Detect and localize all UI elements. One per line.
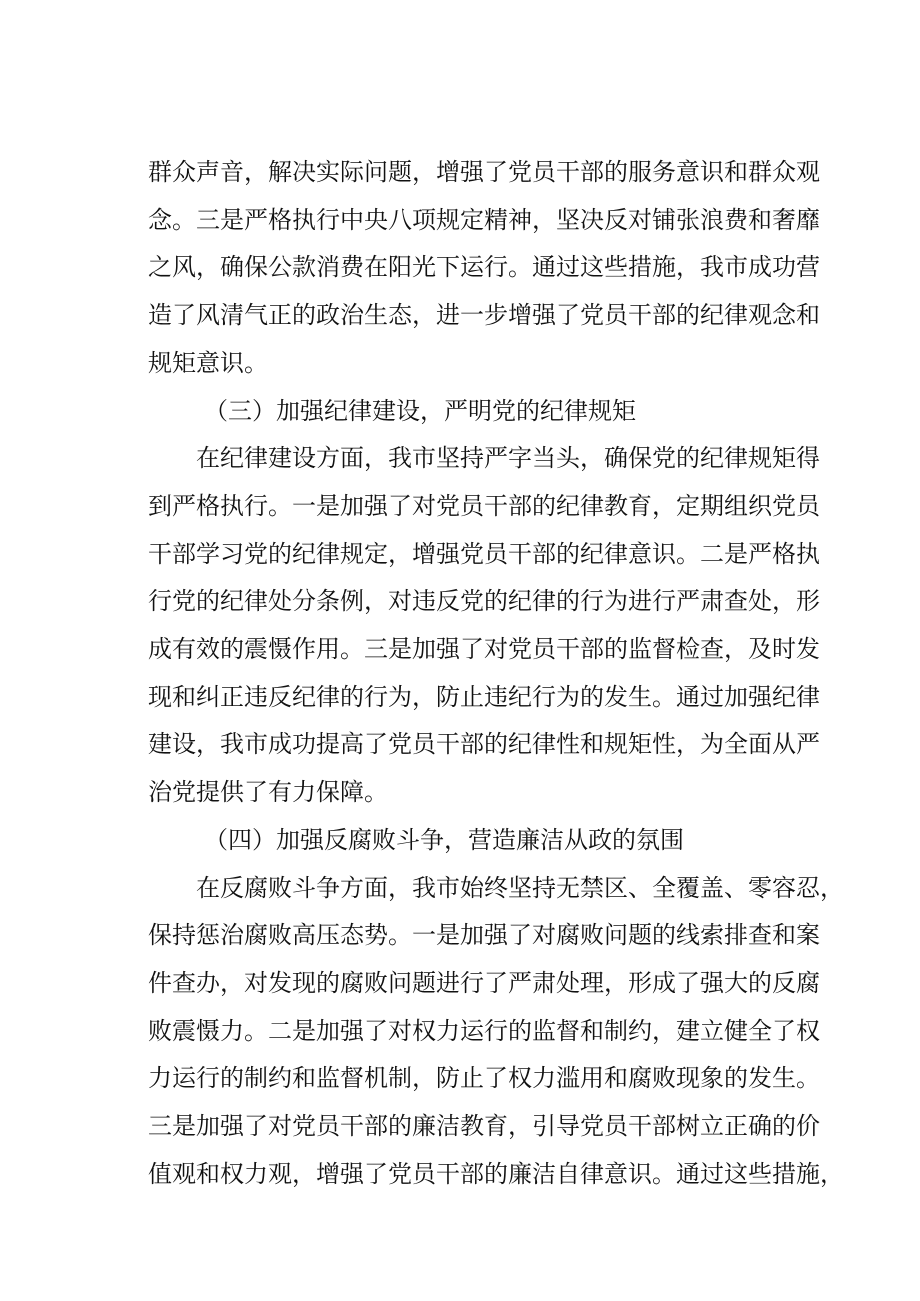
paragraph-line: 败震慑力。二是加强了对权力运行的监督和制约，建立健全了权 (148, 1017, 820, 1045)
paragraph-line: 行党的纪律处分条例，对违反党的纪律的行为进行严肃查处，形 (148, 587, 820, 615)
paragraph-line: 件查办，对发现的腐败问题进行了严肃处理，形成了强大的反腐 (148, 969, 820, 997)
paragraph-line: 成有效的震慑作用。三是加强了对党员干部的监督检查，及时发 (148, 635, 820, 663)
paragraph-line: 在反腐败斗争方面，我市始终坚持无禁区、全覆盖、零容忍， (196, 874, 844, 902)
paragraph-line: 之风，确保公款消费在阳光下运行。通过这些措施，我市成功营 (148, 253, 820, 281)
paragraph-line: 在纪律建设方面，我市坚持严字当头，确保党的纪律规矩得 (196, 444, 820, 472)
paragraph-line: 治党提供了有力保障。 (148, 778, 388, 806)
paragraph-line: 干部学习党的纪律规定，增强党员干部的纪律意识。二是严格执 (148, 540, 820, 568)
section-heading: （三）加强纪律建设，严明党的纪律规矩 (204, 397, 636, 425)
paragraph-line: 造了风清气正的政治生态，进一步增强了党员干部的纪律观念和 (148, 301, 820, 329)
paragraph-line: 保持惩治腐败高压态势。一是加强了对腐败问题的线索排查和案 (148, 921, 820, 949)
paragraph-line: 到严格执行。一是加强了对党员干部的纪律教育，定期组织党员 (148, 492, 820, 520)
paragraph-line: 念。三是严格执行中央八项规定精神，坚决反对铺张浪费和奢靡 (148, 206, 820, 234)
paragraph-line: 群众声音，解决实际问题，增强了党员干部的服务意识和群众观 (148, 158, 820, 186)
paragraph-line: 值观和权力观，增强了党员干部的廉洁自律意识。通过这些措施， (148, 1160, 844, 1188)
paragraph-line: 现和纠正违反纪律的行为，防止违纪行为的发生。通过加强纪律 (148, 683, 820, 711)
section-heading: （四）加强反腐败斗争，营造廉洁从政的氛围 (204, 826, 684, 854)
paragraph-line: 力运行的制约和监督机制，防止了权力滥用和腐败现象的发生。 (148, 1064, 820, 1092)
paragraph-line: 建设，我市成功提高了党员干部的纪律性和规矩性，为全面从严 (148, 730, 820, 758)
paragraph-line: 三是加强了对党员干部的廉洁教育，引导党员干部树立正确的价 (148, 1112, 820, 1140)
paragraph-line: 规矩意识。 (148, 349, 268, 377)
